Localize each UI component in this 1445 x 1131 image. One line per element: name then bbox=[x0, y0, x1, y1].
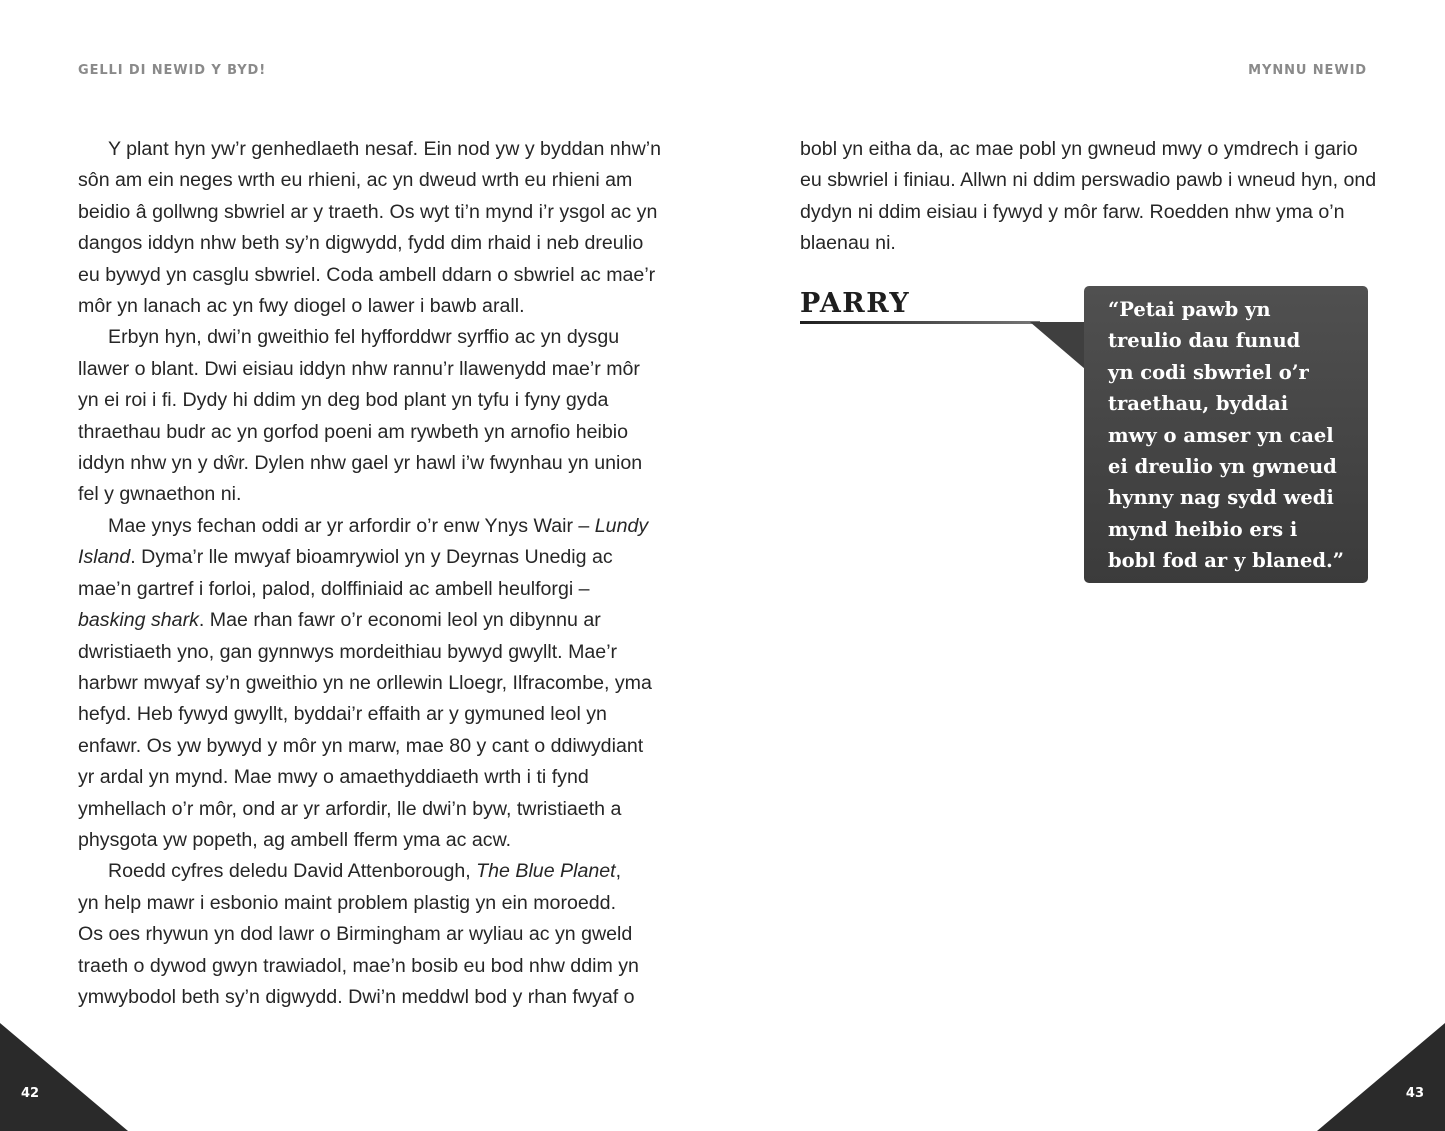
quote-line: traethau, byddai bbox=[1108, 392, 1289, 416]
text-line: yn help mawr i esbonio maint problem plastig yn ein moroedd. bbox=[78, 891, 617, 914]
text-line: dangos iddyn nhw beth sy’n digwydd, fydd dim rhaid i neb dreulio bbox=[78, 232, 644, 255]
text-line: Y plant hyn yw’r genhedlaeth nesaf. Ein nod yw y byddan nhw’n bbox=[108, 138, 661, 160]
text-line: dydyn ni ddim eisiau i fywyd y môr farw. Roedden nhw yma o’n bbox=[800, 200, 1345, 223]
text-line: sôn am ein neges wrth eu rhieni, ac yn dweud wrth eu rhieni am bbox=[78, 169, 633, 192]
text-line: enfawr. Os yw bywyd y môr yn marw, mae 80 y cant o ddiwydiant bbox=[78, 734, 644, 757]
text-line: eu sbwriel i finiau. Allwn ni ddim perswadio pawb i wneud hyn, ond bbox=[800, 169, 1377, 192]
text-run: Mae ynys fechan oddi ar yr arfordir o’r enw Ynys Wair – bbox=[108, 514, 595, 537]
quote-line: treulio dau funud bbox=[1108, 329, 1301, 353]
running-head-left: GELLI DI NEWID Y BYD! bbox=[78, 63, 267, 78]
text-line: traeth o dywod gwyn trawiadol, mae’n bosib eu bod nhw ddim yn bbox=[78, 954, 639, 977]
paragraph-3 bbox=[78, 511, 652, 856]
quote-line: hynny nag sydd wedi bbox=[1108, 486, 1334, 510]
text-line: fel y gwnaethon ni. bbox=[78, 483, 242, 506]
text-line: llawer o blant. Dwi eisiau iddyn nhw rannu’r llawenydd mae’r môr bbox=[78, 357, 640, 380]
italic-term: Island bbox=[78, 546, 131, 569]
text-line: eu bywyd yn casglu sbwriel. Coda ambell ddarn o sbwriel ac mae’r bbox=[78, 263, 656, 286]
text-line: harbwr mwyaf sy’n gweithio yn ne orllewin Lloegr, Ilfracombe, yma bbox=[78, 671, 652, 694]
text-line bbox=[78, 542, 648, 573]
text-line: ymhellach o’r môr, ond ar yr arfordir, lle dwi’n byw, twristiaeth a bbox=[78, 797, 622, 820]
text-line: dwristiaeth yno, gan gynnwys mordeithiau bywyd gwyllt. Mae’r bbox=[78, 640, 618, 663]
text-line: yn ei roi i fi. Dydy hi ddim yn deg bod plant yn tyfu i fyny gyda bbox=[78, 389, 609, 412]
text-line: iddyn nhw yn y dŵr. Dylen nhw gael yr hawl i’w fwynhau yn union bbox=[78, 452, 643, 475]
quote-pointer bbox=[1028, 320, 1086, 370]
italic-title: The Blue Planet bbox=[476, 860, 616, 883]
text-line: beidio â gollwng sbwriel ar y traeth. Os wyt ti’n mynd i’r ysgol ac yn bbox=[78, 200, 658, 223]
quote-line: bobl fod ar y blaned.” bbox=[1108, 549, 1345, 573]
text-line: yr ardal yn mynd. Mae mwy o amaethyddiaeth wrth i ti fynd bbox=[78, 766, 589, 789]
quote-line: ei dreulio yn gwneud bbox=[1108, 455, 1337, 479]
page-corner-right bbox=[1317, 1023, 1445, 1131]
text-line bbox=[78, 856, 648, 887]
quote-line: “Petai pawb yn bbox=[1108, 298, 1271, 321]
quote-line: mwy o amser yn cael bbox=[1108, 423, 1334, 447]
text-line: Erbyn hyn, dwi’n gweithio fel hyfforddwr syrffio ac yn dysgu bbox=[108, 326, 620, 349]
text-line: Os oes rhywun yn dod lawr o Birmingham ar wyliau ac yn gweld bbox=[78, 923, 633, 946]
quote-line: mynd heibio ers i bbox=[1108, 517, 1298, 541]
speaker-name-heading: PARRY bbox=[800, 288, 911, 319]
text-line: mae’n gartref i forloi, palod, dolffiniaid ac ambell heulforgi – bbox=[78, 577, 590, 600]
text-line: physgota yw popeth, ag ambell fferm yma ac acw. bbox=[78, 828, 512, 851]
text-line: ymwybodol beth sy’n digwydd. Dwi’n meddwl bod y rhan fwyaf o bbox=[78, 985, 635, 1008]
text-line: thraethau budr ac yn gorfod poeni am rywbeth yn arnofio heibio bbox=[78, 420, 629, 443]
text-line bbox=[78, 605, 648, 636]
right-page-body bbox=[800, 134, 1377, 260]
pull-quote-box bbox=[1084, 286, 1368, 583]
text-run: Roedd cyfres deledu David Attenborough, bbox=[108, 860, 477, 883]
left-page-body bbox=[78, 134, 661, 1013]
paragraph-continued bbox=[800, 134, 1377, 260]
page-corner-left bbox=[0, 1023, 128, 1131]
paragraph-2 bbox=[78, 322, 648, 510]
paragraph-1 bbox=[78, 134, 661, 322]
running-head-right: MYNNU NEWID bbox=[1248, 63, 1367, 78]
text-line: bobl yn eitha da, ac mae pobl yn gwneud mwy o ymdrech i gario bbox=[800, 138, 1358, 160]
italic-term: basking shark bbox=[78, 609, 199, 632]
text-run: . Dyma’r lle mwyaf bioamrywiol yn y Deyrnas Unedig ac bbox=[130, 546, 613, 569]
text-line: hefyd. Heb fywyd gwyllt, byddai’r effaith ar y gymuned leol yn bbox=[78, 703, 607, 726]
quote-line: yn codi sbwriel o’r bbox=[1108, 360, 1309, 384]
text-run: . Mae rhan fawr o’r economi leol yn dibynnu ar bbox=[198, 609, 601, 632]
paragraph-4 bbox=[78, 856, 648, 1013]
italic-term: Lundy bbox=[594, 514, 649, 537]
heading-underline bbox=[800, 321, 1040, 324]
text-run: , bbox=[615, 860, 622, 883]
page-number-right: 43 bbox=[1405, 1086, 1424, 1101]
text-line bbox=[78, 511, 648, 542]
page-number-left: 42 bbox=[21, 1086, 40, 1101]
text-line: blaenau ni. bbox=[800, 232, 896, 255]
text-line: môr yn lanach ac yn fwy diogel o lawer i bawb arall. bbox=[78, 295, 525, 318]
